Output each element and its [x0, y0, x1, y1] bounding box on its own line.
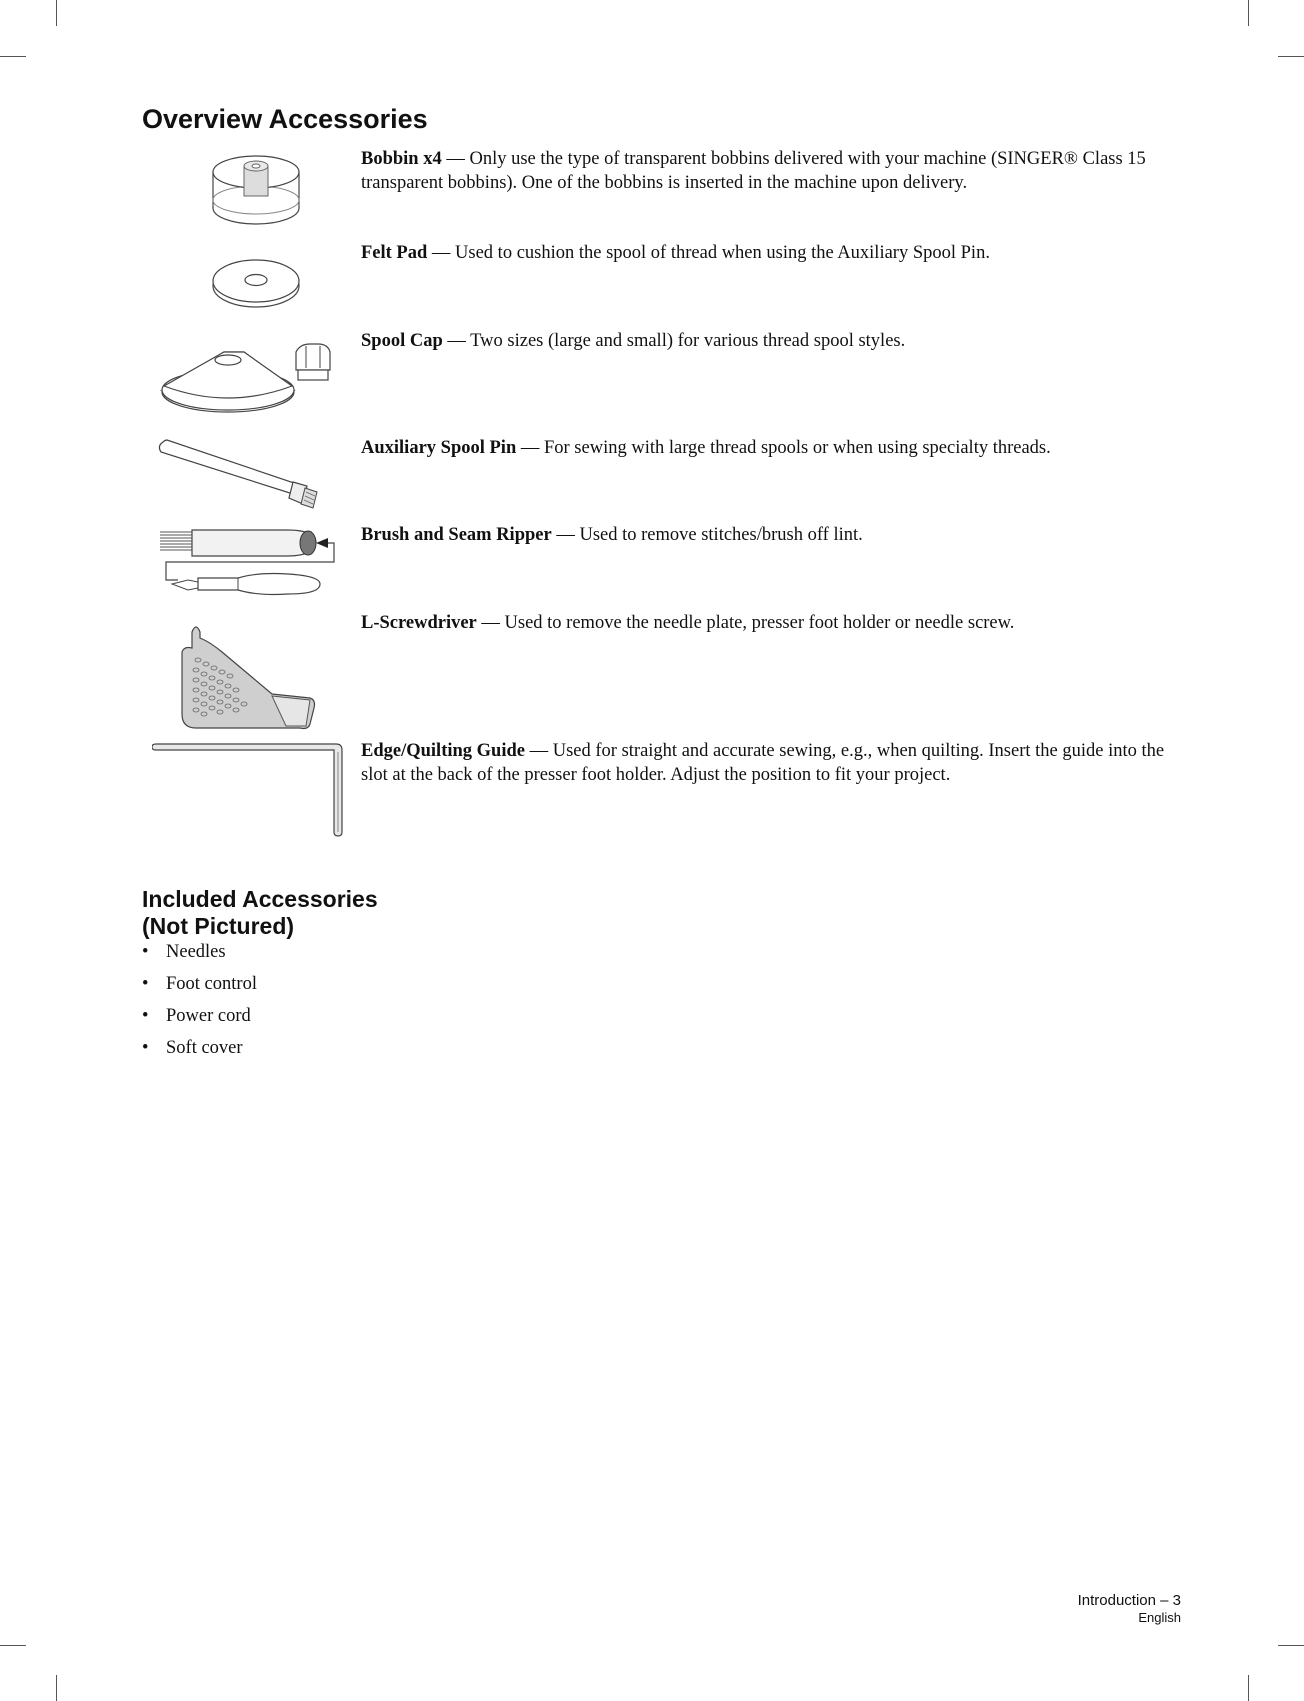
item-description: — Used to cushion the spool of thread when using the Auxiliary Spool Pin.	[427, 243, 990, 263]
item-name: Brush and Seam Ripper	[361, 525, 552, 545]
item-name: Bobbin x4	[361, 149, 442, 169]
page-title: Overview Accessories	[142, 104, 428, 134]
crop-mark	[1248, 1675, 1249, 1701]
item-name: Felt Pad	[361, 243, 428, 263]
included-accessories-heading	[142, 886, 378, 940]
felt-pad-icon	[208, 252, 304, 312]
seam-ripper-icon	[158, 522, 338, 600]
heading-line: (Not Pictured)	[142, 913, 295, 939]
bobbin-icon	[208, 150, 304, 230]
list-item: • Soft cover	[142, 1036, 257, 1068]
item-description: — For sewing with large thread spools or when using specialty threads.	[516, 438, 1051, 458]
list-item: • Needles	[142, 940, 257, 972]
spool-cap-icon	[158, 340, 346, 418]
list-item: • Power cord	[142, 1004, 257, 1036]
heading-line: Included Accessories	[142, 886, 378, 912]
list-item: • Foot control	[142, 972, 257, 1004]
item-description: — Used to remove stitches/brush off lint.	[551, 525, 863, 545]
page-number: Introduction – 3	[1077, 1592, 1181, 1609]
language-label: English	[1138, 1610, 1181, 1625]
crop-mark	[56, 0, 57, 26]
item-name: L-Screwdriver	[361, 613, 477, 633]
crop-mark	[0, 56, 26, 57]
crop-mark	[56, 1675, 57, 1701]
accessory-item-spool-cap	[361, 329, 1176, 353]
page-footer	[1078, 1591, 1181, 1626]
crop-mark	[1248, 0, 1249, 26]
crop-mark	[1278, 1645, 1304, 1646]
item-name: Auxiliary Spool Pin	[361, 438, 517, 458]
accessory-item-screwdriver	[361, 611, 1176, 635]
item-description: — Two sizes (large and small) for various thread spool styles.	[442, 331, 906, 351]
item-description: — Used for straight and accurate sewing, e.g., when quilting. Insert the guide into the slot at the back of the presser foot holder. Adjust the position to fit your project.	[361, 741, 1165, 785]
crop-mark	[0, 1645, 26, 1646]
item-name: Spool Cap	[361, 331, 443, 351]
accessory-item-seam-ripper	[361, 523, 1176, 547]
item-description: — Used to remove the needle plate, presser foot holder or needle screw.	[476, 613, 1015, 633]
spool-pin-icon	[155, 436, 335, 510]
accessory-item-felt-pad	[361, 241, 1176, 265]
accessory-item-bobbin	[361, 147, 1176, 195]
item-description: — Only use the type of transparent bobbins delivered with your machine (SINGER® Class 15 transparent bobbins). One of the bobbins is inserted in the machine upon delivery.	[361, 149, 1146, 193]
item-name: Edge/Quilting Guide	[361, 741, 525, 761]
included-accessories-list	[142, 940, 257, 1068]
screwdriver-icon	[176, 618, 316, 730]
accessory-item-quilting-guide	[361, 739, 1176, 787]
accessory-item-spool-pin	[361, 436, 1176, 460]
quilting-guide-icon	[152, 742, 344, 838]
crop-mark	[1278, 56, 1304, 57]
